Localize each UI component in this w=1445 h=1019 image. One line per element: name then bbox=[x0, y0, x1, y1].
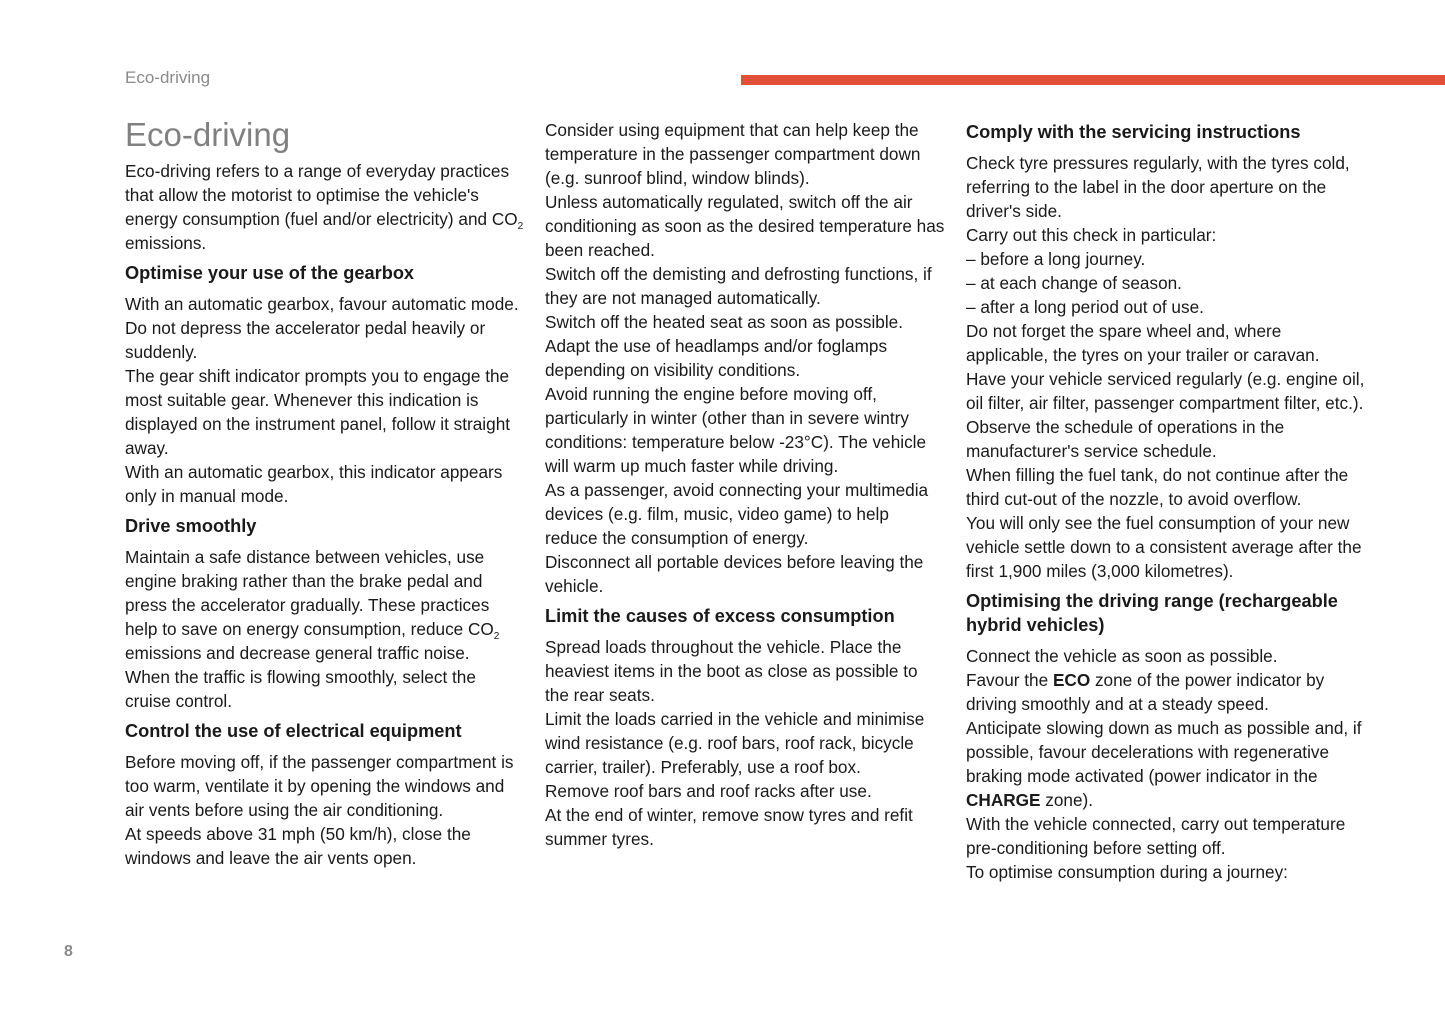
text: zone of the power indicator by driving smoothly and at a steady speed. bbox=[966, 670, 1325, 714]
paragraph: As a passenger, avoid connecting your multimedia devices (e.g. film, music, video game) to help reduce the consumption of energy. bbox=[545, 480, 929, 548]
page-number: 8 bbox=[64, 943, 73, 960]
paragraph: When filling the fuel tank, do not continue after the third cut-out of the nozzle, to avoid overflow. bbox=[966, 465, 1349, 509]
heading-electrical: Control the use of electrical equipment bbox=[125, 721, 462, 741]
paragraph: Have your vehicle serviced regularly (e.g. engine oil, oil filter, air filter, passenger compartment filter, etc.). Observe the schedule of operations in the manufacturer's service schedule. bbox=[966, 369, 1365, 461]
paragraph bbox=[966, 716, 1366, 812]
header-accent-bar bbox=[741, 75, 1445, 85]
paragraph: Connect the vehicle as soon as possible. bbox=[966, 646, 1278, 666]
eco-emphasis: ECO bbox=[1052, 670, 1091, 690]
paragraph: Limit the loads carried in the vehicle and minimise wind resistance (e.g. roof bars, roof rack, bicycle carrier, trailer). Preferably, use a roof box. bbox=[545, 709, 925, 777]
paragraph: Switch off the heated seat as soon as possible. bbox=[545, 312, 903, 332]
paragraph: Adapt the use of headlamps and/or foglamps depending on visibility conditions. bbox=[545, 336, 888, 380]
intro-text: Eco-driving refers to a range of everyday practices that allow the motorist to optimise the vehicle's energy consumption (fuel and/or electricity) and CO bbox=[125, 161, 518, 229]
paragraph: With an automatic gearbox, favour automatic mode. Do not depress the accelerator pedal heavily or suddenly. bbox=[125, 294, 519, 362]
text: zone). bbox=[1040, 790, 1094, 810]
column-3 bbox=[966, 118, 1366, 884]
paragraph: At the end of winter, remove snow tyres and refit summer tyres. bbox=[545, 805, 913, 849]
paragraph: Disconnect all portable devices before leaving the vehicle. bbox=[545, 552, 924, 596]
list-item: – before a long journey. bbox=[966, 249, 1146, 269]
paragraph: With the vehicle connected, carry out temperature pre-conditioning before setting off. bbox=[966, 814, 1346, 858]
text: Anticipate slowing down as much as possible and, if possible, favour decelerations with regenerative braking mode activated (power indicator in the bbox=[966, 718, 1362, 786]
paragraph: Switch off the demisting and defrosting functions, if they are not managed automatically. bbox=[545, 264, 932, 308]
paragraph: When the traffic is flowing smoothly, select the cruise control. bbox=[125, 667, 476, 711]
paragraph bbox=[966, 668, 1366, 716]
paragraph: Spread loads throughout the vehicle. Place the heaviest items in the boot as close as possible to the rear seats. bbox=[545, 637, 918, 705]
paragraph: Avoid running the engine before moving off, particularly in winter (other than in severe wintry conditions: temperature below -23°C). The vehicle will warm up much faster while driving. bbox=[545, 384, 927, 476]
subscript: 2 bbox=[493, 631, 500, 642]
list-item: – at each change of season. bbox=[966, 273, 1182, 293]
subscript: 2 bbox=[517, 221, 524, 232]
column-2 bbox=[545, 118, 945, 851]
paragraph: Before moving off, if the passenger compartment is too warm, ventilate it by opening the windows and air vents before using the air conditioning. bbox=[125, 752, 514, 820]
charge-emphasis: CHARGE bbox=[966, 790, 1041, 810]
paragraph: Consider using equipment that can help keep the temperature in the passenger compartment down (e.g. sunroof blind, window blinds). bbox=[545, 120, 921, 188]
heading-driving-range: Optimising the driving range (rechargeable hybrid vehicles) bbox=[966, 591, 1338, 635]
paragraph: With an automatic gearbox, this indicator appears only in manual mode. bbox=[125, 462, 503, 506]
paragraph: The gear shift indicator prompts you to engage the most suitable gear. Whenever this indication is displayed on the instrument panel, follow it straight away. bbox=[125, 366, 511, 458]
paragraph: Remove roof bars and roof racks after use. bbox=[545, 781, 872, 801]
paragraph: Carry out this check in particular: bbox=[966, 225, 1217, 245]
heading-servicing: Comply with the servicing instructions bbox=[966, 122, 1301, 142]
text: Maintain a safe distance between vehicles, use engine braking rather than the brake pedal and press the accelerator gradually. These practices help to save on energy consumption, reduce CO bbox=[125, 547, 494, 639]
column-1 bbox=[125, 118, 525, 870]
text: emissions and decrease general traffic noise. bbox=[125, 643, 470, 663]
text: Favour the bbox=[966, 670, 1053, 690]
heading-gearbox: Optimise your use of the gearbox bbox=[125, 263, 415, 283]
heading-drive-smoothly: Drive smoothly bbox=[125, 516, 257, 536]
heading-excess-consumption: Limit the causes of excess consumption bbox=[545, 606, 895, 626]
paragraph: Unless automatically regulated, switch off the air conditioning as soon as the desired temperature has been reached. bbox=[545, 192, 945, 260]
paragraph: Do not forget the spare wheel and, where applicable, the tyres on your trailer or caravan. bbox=[966, 321, 1320, 365]
page-title: Eco-driving bbox=[125, 116, 291, 153]
list-item: – after a long period out of use. bbox=[966, 297, 1204, 317]
paragraph: At speeds above 31 mph (50 km/h), close the windows and leave the air vents open. bbox=[125, 824, 471, 868]
intro-paragraph bbox=[125, 159, 525, 255]
paragraph bbox=[125, 545, 525, 665]
paragraph: To optimise consumption during a journey: bbox=[966, 862, 1288, 882]
intro-text-end: emissions. bbox=[125, 233, 207, 253]
paragraph: You will only see the fuel consumption of your new vehicle settle down to a consistent average after the first 1,900 miles (3,000 kilometres). bbox=[966, 513, 1362, 581]
paragraph: Check tyre pressures regularly, with the tyres cold, referring to the label in the door aperture on the driver's side. bbox=[966, 153, 1350, 221]
running-header: Eco-driving bbox=[125, 68, 211, 87]
